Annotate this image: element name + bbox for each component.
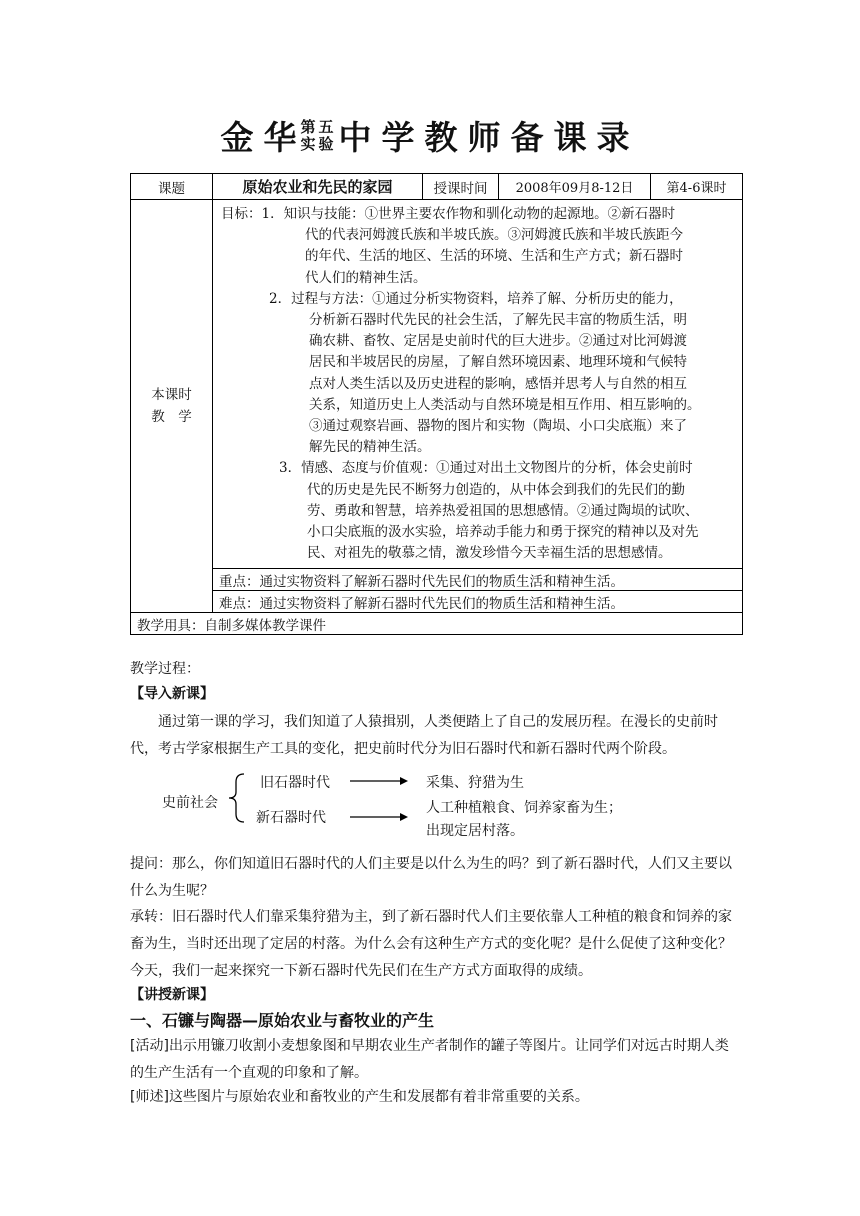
table-row-key-point <box>131 569 743 591</box>
diagram-new-result-2: 出现定居村落。 <box>426 823 524 839</box>
goal-line: 的年代、生活的地区、生活的环境、生活和生产方式；新石器时 <box>305 248 683 265</box>
intro-heading: 【导入新课】 <box>130 686 214 702</box>
table-row-difficulty <box>131 591 743 613</box>
lecture-heading: 【讲授新课】 <box>130 987 214 1003</box>
goal-line: 分析新石器时代先民的社会生活，了解先民丰富的物质生活，明 <box>309 312 687 329</box>
time-label: 授课时间 <box>423 174 499 200</box>
title-stack-top: 第五 <box>300 117 337 136</box>
key-point: 重点：通过实物资料了解新石器时代先民们的物质生活和精神生活。 <box>213 569 743 591</box>
narrate-paragraph <box>130 1085 742 1110</box>
teaching-goals <box>213 200 743 569</box>
goal-line: 民、对祖先的敬慕之情，激发珍惜今天幸福生活的思想感情。 <box>307 545 672 562</box>
section-title: 一、石镰与陶器—原始农业与畜牧业的产生 <box>130 1011 435 1030</box>
diagram-new-result-1: 人工种植粮食、饲养家畜为生； <box>426 800 622 816</box>
goal-line: 代的历史是先民不断努力创造的，从中体会到我们的先民们的勤 <box>307 481 685 498</box>
brace-icon <box>226 772 248 824</box>
narrate-tag: [师述] <box>130 1089 169 1105</box>
lesson-plan-table <box>130 173 743 635</box>
goal-line: 代人们的精神生活。 <box>305 269 427 286</box>
goal-line: 目标：1．知识与技能：①世界主要农作物和驯化动物的起源地。②新石器时 <box>221 206 676 222</box>
title-stacked-text <box>300 119 336 153</box>
goal-line: 小口尖底瓶的汲水实验，培养动手能力和勇于探究的精神以及对先 <box>307 524 699 541</box>
goal-line: 3．情感、态度与价值观：①通过对出土文物图片的分析，体会史前时 <box>279 460 693 477</box>
goal-line: 居民和半坡居民的房屋，了解自然环境因素、地理环境和气候特 <box>309 354 687 371</box>
goal-line: 劳、勇敢和智慧，培养热爱祖国的思想感情。②通过陶埙的试吹、 <box>307 502 699 519</box>
teaching-label-line-1: 本课时 <box>151 387 192 404</box>
page-title <box>0 112 860 159</box>
goal-line: 确农耕、畜牧、定居是史前时代的巨大进步。②通过对比河姆渡 <box>309 333 687 350</box>
teaching-label-line-2: 教 学 <box>151 409 192 426</box>
activity-text: 出示用镰刀收割小麦想象图和早期农业生产者制作的罐子等图片。让同学们对远古时期人类的生产生活有一个直观的印象和了解。 <box>130 1038 729 1081</box>
topic-label: 课题 <box>131 174 213 200</box>
teaching-tools: 教学用具：自制多媒体教学课件 <box>131 613 743 635</box>
title-suffix: 中学教师备课录 <box>338 118 640 157</box>
goal-line: ③通过观察岩画、器物的图片和实物（陶埙、小口尖底瓶）来了 <box>309 418 687 435</box>
difficulty: 难点：通过实物资料了解新石器时代先民们的物质生活和精神生活。 <box>213 591 743 613</box>
diagram-old-result: 采集、狩猎为生 <box>426 775 524 791</box>
goal-line: 解先民的精神生活。 <box>309 439 431 456</box>
goal-line: 关系，知道历史上人类活动与自然环境是相互作用、相互影响的。 <box>309 396 701 413</box>
activity-tag: [活动] <box>130 1038 169 1054</box>
transition-text: 承转：旧石器时代人们靠采集狩猎为主，到了新石器时代人们主要依靠人工种植的粮食和饲养的家畜为生，当时还出现了定居的村落。为什么会有这种生产方式的变化呢？是什么促使了这种变化？今天，我们一起来探究一下新石器时代先民们在生产方式方面取得的成绩。 <box>130 909 732 979</box>
table-row-tools <box>131 613 743 635</box>
diagram-new-era: 新石器时代 <box>256 810 326 826</box>
period-value: 第4-6课时 <box>651 174 743 200</box>
title-stack-bottom: 实验 <box>300 134 337 153</box>
question-text: 提问：那么，你们知道旧石器时代的人们主要是以什么为生的吗？到了新石器时代，人们又主要以什么为生呢？ <box>130 856 732 899</box>
goal-line: 点对人类生活以及历史进程的影响，感悟并思考人与自然的相互 <box>309 375 687 392</box>
goal-line: 2．过程与方法：①通过分析实物资料，培养了解、分析历史的能力， <box>269 290 683 307</box>
activity-paragraph <box>130 1033 742 1087</box>
table-row-goals <box>131 200 743 569</box>
date-value: 2008年09月8-12日 <box>499 174 651 200</box>
era-diagram <box>150 766 710 844</box>
diagram-root: 史前社会 <box>162 795 218 811</box>
process-label: 教学过程： <box>130 661 200 677</box>
narrate-text: 这些图片与原始农业和畜牧业的产生和发展都有着非常重要的关系。 <box>168 1089 589 1105</box>
arrow-icon <box>350 772 410 832</box>
goal-line: 代的代表河姆渡氏族和半坡氏族。③河姆渡氏族和半坡氏族距今 <box>305 227 683 244</box>
topic-value: 原始农业和先民的家园 <box>213 174 423 200</box>
title-school-prefix: 金华 <box>220 118 307 157</box>
intro-text: 通过第一课的学习，我们知道了人猿揖别，人类便踏上了自己的发展历程。在漫长的史前时代，考古学家根据生产工具的变化，把史前时代分为旧石器时代和新石器时代两个阶段。 <box>130 714 718 757</box>
teaching-label <box>131 200 213 613</box>
diagram-old-era: 旧石器时代 <box>260 775 330 791</box>
table-row-topic <box>131 174 743 200</box>
